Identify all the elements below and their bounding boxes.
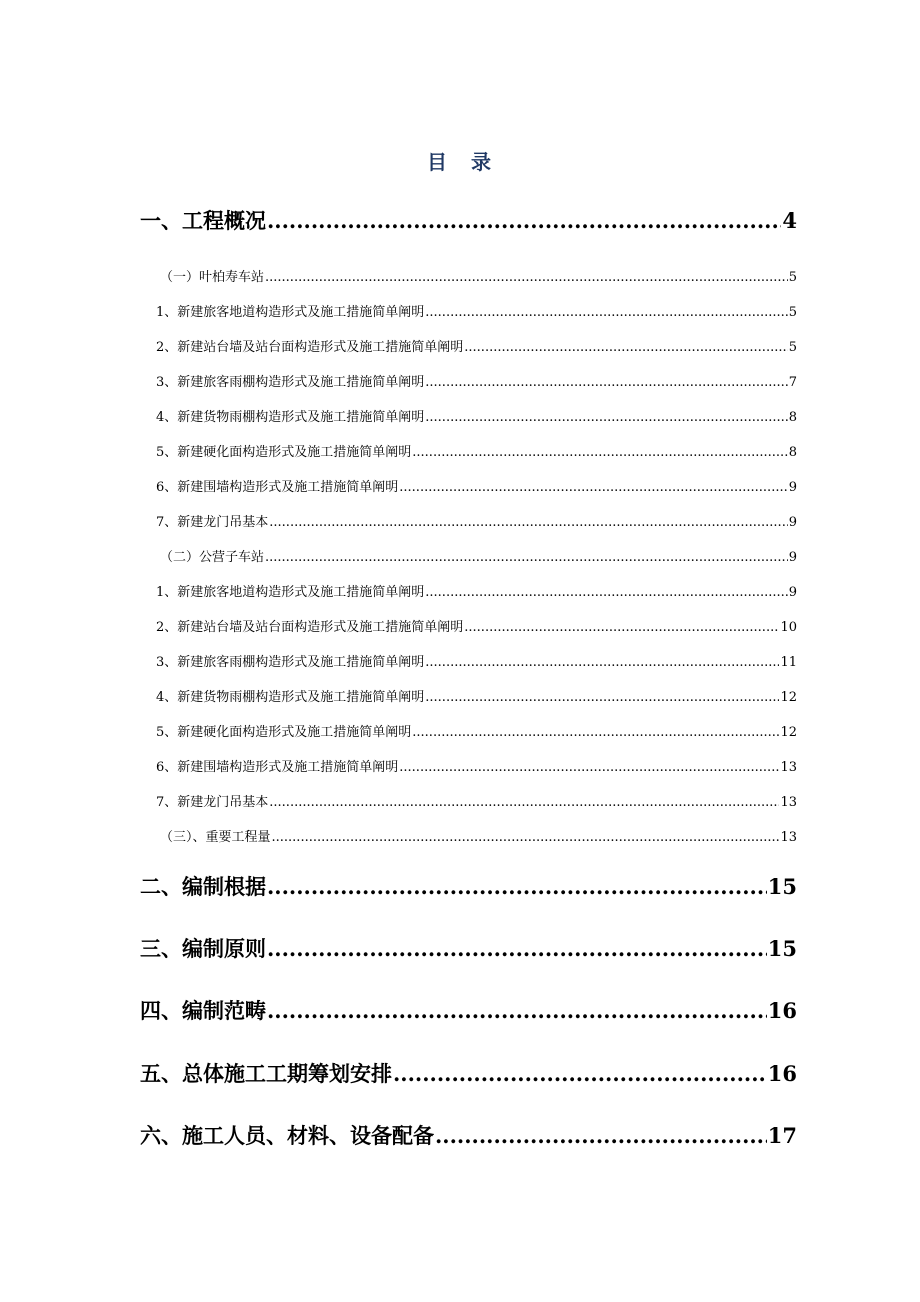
toc-entry-page: 13 (780, 830, 797, 845)
toc-entry-label: 3、新建旅客雨棚构造形式及施工措施简单阐明 (156, 375, 425, 390)
toc-entry[interactable] (156, 443, 797, 463)
toc-leader-dots (425, 408, 787, 428)
toc-entry[interactable] (160, 268, 797, 288)
toc-leader-dots (399, 758, 779, 778)
toc-entry[interactable] (160, 828, 797, 848)
toc-entry-label: 7、新建龙门吊基本 (156, 795, 269, 810)
toc-heading-char-2: 录 (471, 150, 493, 174)
toc-leader-dots (399, 478, 787, 498)
toc-entry-label: 五、总体施工工期筹划安排 (140, 1061, 392, 1086)
toc-entry[interactable] (140, 996, 797, 1026)
toc-entry-page: 9 (788, 480, 797, 495)
toc-leader-dots (425, 303, 787, 323)
toc-entry-label: 2、新建站台墙及站台面构造形式及施工措施简单阐明 (156, 340, 464, 355)
toc-entry-page: 9 (788, 515, 797, 530)
toc-entry-page: 8 (788, 410, 797, 425)
toc-entry[interactable] (156, 723, 797, 743)
toc-entry[interactable] (156, 758, 797, 778)
toc-entry-label: （三）、重要工程量 (160, 830, 271, 845)
toc-entry-label: 6、新建围墙构造形式及施工措施简单阐明 (156, 480, 399, 495)
toc-entry[interactable] (140, 934, 797, 964)
toc-entry-page: 12 (780, 690, 797, 705)
toc-entry[interactable] (156, 688, 797, 708)
toc-entry[interactable] (156, 303, 797, 323)
toc-entry[interactable] (156, 793, 797, 813)
toc-entry-label: 二、编制根据 (140, 874, 266, 899)
toc-heading-char-1: 目 (427, 150, 449, 174)
toc-leader-dots (464, 618, 779, 638)
toc-entry-page: 7 (788, 375, 797, 390)
toc-entry-page: 8 (788, 445, 797, 460)
toc-entry-label: 7、新建龙门吊基本 (156, 515, 269, 530)
toc-entry-label: （一）叶柏寿车站 (160, 270, 265, 285)
toc-leader-dots (269, 513, 787, 533)
toc-leader-dots (412, 723, 779, 743)
toc-entry-page: 5 (788, 270, 797, 285)
toc-entry[interactable] (156, 618, 797, 638)
toc-entry-label: 4、新建货物雨棚构造形式及施工措施简单阐明 (156, 410, 425, 425)
toc-entry-label: 四、编制范畴 (140, 998, 266, 1023)
toc-entry[interactable] (156, 338, 797, 358)
toc-leader-dots (464, 338, 787, 358)
toc-entry[interactable] (156, 583, 797, 603)
toc-entry-page: 13 (780, 760, 797, 775)
toc-entry-page: 15 (767, 874, 797, 899)
toc-entry[interactable] (140, 1059, 797, 1089)
toc-entry-label: 5、新建硬化面构造形式及施工措施简单阐明 (156, 725, 412, 740)
toc-entry[interactable] (140, 1121, 797, 1151)
toc-entry[interactable] (140, 872, 797, 902)
toc-entry-page: 15 (767, 936, 797, 961)
toc-entry-page: 5 (788, 340, 797, 355)
toc-heading (0, 146, 920, 175)
toc-entry-page: 13 (780, 795, 797, 810)
toc-leader-dots (267, 206, 781, 236)
toc-entry[interactable] (156, 373, 797, 393)
toc-leader-dots (435, 1121, 767, 1151)
toc-entry-page: 9 (788, 550, 797, 565)
toc-entry-label: 6、新建围墙构造形式及施工措施简单阐明 (156, 760, 399, 775)
toc-entry-label: （二）公营子车站 (160, 550, 265, 565)
toc-entry-label: 4、新建货物雨棚构造形式及施工措施简单阐明 (156, 690, 425, 705)
toc-entry-label: 六、施工人员、材料、设备配备 (140, 1123, 434, 1148)
toc-leader-dots (267, 872, 767, 902)
toc-entry[interactable] (156, 653, 797, 673)
toc-entry-label: 三、编制原则 (140, 936, 266, 961)
toc-leader-dots (393, 1059, 767, 1089)
toc-entry-page: 10 (780, 620, 797, 635)
toc-entry-page: 11 (780, 655, 797, 670)
toc-entry-page: 16 (767, 998, 797, 1023)
toc-leader-dots (412, 443, 787, 463)
toc-leader-dots (425, 583, 787, 603)
toc-leader-dots (267, 996, 767, 1026)
toc-entry-label: 1、新建旅客地道构造形式及施工措施简单阐明 (156, 305, 425, 320)
toc-entry[interactable] (156, 478, 797, 498)
toc-entry-page: 17 (767, 1123, 797, 1148)
toc-entry-page: 5 (788, 305, 797, 320)
toc-entry-page: 4 (782, 208, 797, 233)
toc-entry-page: 16 (767, 1061, 797, 1086)
toc-leader-dots (265, 268, 788, 288)
toc-entry-label: 一、工程概况 (140, 208, 266, 233)
toc-entry[interactable] (156, 408, 797, 428)
toc-entry-label: 5、新建硬化面构造形式及施工措施简单阐明 (156, 445, 412, 460)
toc-entry[interactable] (156, 513, 797, 533)
toc-entry-label: 2、新建站台墙及站台面构造形式及施工措施简单阐明 (156, 620, 464, 635)
toc-entry-label: 1、新建旅客地道构造形式及施工措施简单阐明 (156, 585, 425, 600)
toc-leader-dots (425, 688, 779, 708)
toc-leader-dots (269, 793, 779, 813)
toc-leader-dots (425, 373, 787, 393)
toc-leader-dots (272, 828, 780, 848)
toc-leader-dots (267, 934, 767, 964)
toc-entry-page: 12 (780, 725, 797, 740)
toc-entry-label: 3、新建旅客雨棚构造形式及施工措施简单阐明 (156, 655, 425, 670)
toc-leader-dots (425, 653, 779, 673)
toc-entry[interactable] (140, 206, 797, 236)
toc-leader-dots (265, 548, 788, 568)
toc-entry[interactable] (160, 548, 797, 568)
toc-entry-page: 9 (788, 585, 797, 600)
